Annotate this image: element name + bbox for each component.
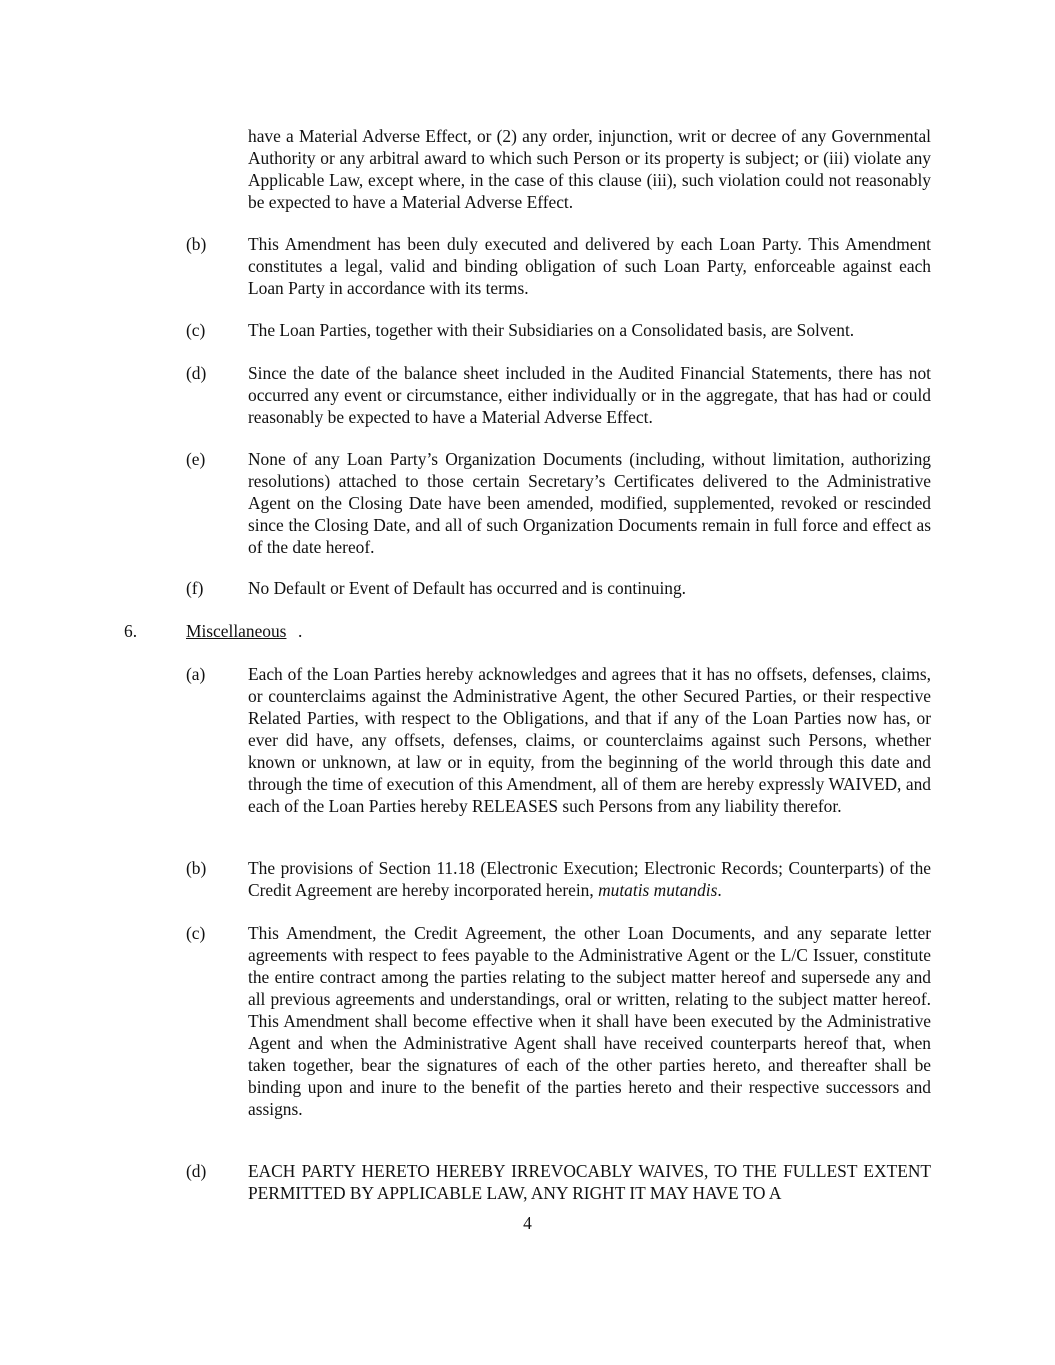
- clause-label: (d): [186, 363, 207, 383]
- clause-text: None of any Loan Party’s Organization Documents (including, without limitation, authorizing resolutions) attached to those certain Secretary’s Certificates delivered to the Administrative Agent on the Closing Date have been amended, modified, supplemented, revoked or rescinded since the Closing Date, and all of such Organization Documents remain in full force and effect as of the date hereof.: [248, 449, 931, 557]
- clause-label: (f): [186, 578, 204, 598]
- section-number: 6.: [124, 621, 138, 641]
- continuation-paragraph: have a Material Adverse Effect, or (2) any order, injunction, writ or decree of any Governmental Authority or any arbitral award to which such Person or its property is subject; or (iii) violate any Applicable Law, except where, in the case of this clause (iii), such violation could not reasonably be expected to have a Material Adverse Effect.: [248, 126, 931, 212]
- clause-label: (c): [186, 320, 206, 340]
- section-title-period: .: [298, 621, 303, 641]
- clause-label: (b): [186, 858, 207, 878]
- clause-text: This Amendment, the Credit Agreement, the other Loan Documents, and any separate letter agreements with respect to fees payable to the Administrative Agent or the L/C Issuer, constitute the entire contract among the parties relating to the subject matter hereof and supersede any and all previous agreements and understandings, oral or written, relating to the subject matter hereof. This Amendment shall become effective when it shall have been executed by the Administrative Agent and when the Administrative Agent shall have received counterparts hereof that, when taken together, bear the signatures of each of the other parties hereto, and thereafter shall be binding upon and inure to the benefit of the parties hereto and their respective successors and assigns.: [248, 923, 931, 1119]
- section-title: Miscellaneous: [186, 621, 287, 641]
- clause-text: EACH PARTY HERETO HEREBY IRREVOCABLY WAIVES, TO THE FULLEST EXTENT PERMITTED BY APPLICABLE LAW, ANY RIGHT IT MAY HAVE TO A: [248, 1161, 931, 1203]
- clause-text: Since the date of the balance sheet included in the Audited Financial Statements, there has not occurred any event or circumstance, either individually or in the aggregate, that has had or could reasonably be expected to have a Material Adverse Effect.: [248, 363, 931, 427]
- clause-label: (b): [186, 234, 207, 254]
- clause-label: (e): [186, 449, 206, 469]
- clause-label: (d): [186, 1161, 207, 1181]
- clause-text: The Loan Parties, together with their Subsidiaries on a Consolidated basis, are Solvent.: [248, 320, 855, 340]
- clause-text: Each of the Loan Parties hereby acknowledges and agrees that it has no offsets, defenses, claims, or counterclaims against the Administrative Agent, the other Secured Parties, or their respective Related Parties, with respect to the Obligations, and that if any of the Loan Parties now has, or ever did have, any offsets, defenses, claims, or counterclaims against such Persons, whether known or unknown, at law or in equity, from the beginning of the world through this date and through the time of execution of this Amendment, all of them are hereby expressly WAIVED, and each of the Loan Parties hereby RELEASES such Persons from any liability therefor.: [248, 664, 931, 816]
- clause-text: No Default or Event of Default has occurred and is continuing.: [248, 578, 687, 598]
- latin-phrase: mutatis mutandis: [598, 880, 718, 900]
- clause-text: This Amendment has been duly executed and delivered by each Loan Party. This Amendment constitutes a legal, valid and binding obligation of such Loan Party, enforceable against each Loan Party in accordance with its terms.: [248, 234, 931, 298]
- clause-label: (a): [186, 664, 206, 684]
- clause-text: The provisions of Section 11.18 (Electronic Execution; Electronic Records; Counterparts) of the Credit Agreement are hereby incorporated herein, mutatis mutandis.: [248, 858, 931, 900]
- page-number: 4: [523, 1213, 532, 1233]
- clause-label: (c): [186, 923, 206, 943]
